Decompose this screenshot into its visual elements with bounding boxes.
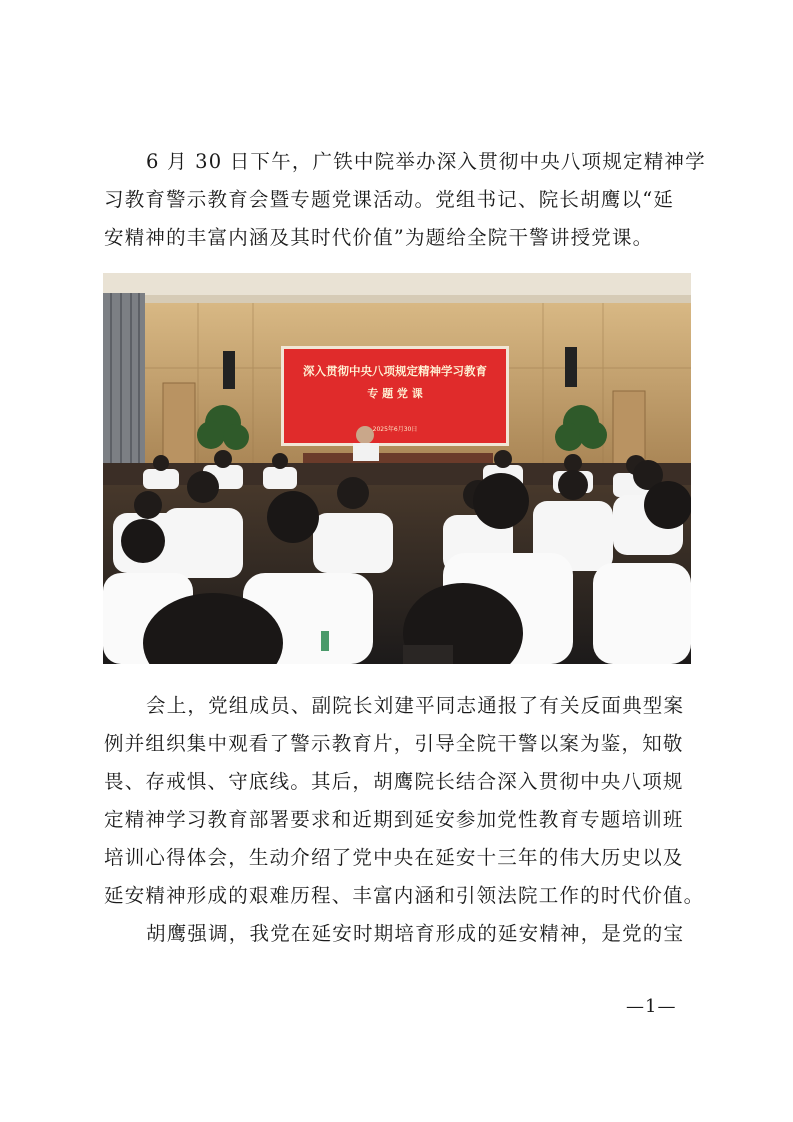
text-line: 6 月 30 日下午，广铁中院举办深入贯彻中央八项规定精神学 xyxy=(146,150,706,173)
text-line: 习教育警示教育会暨专题党课活动。党组书记、院长胡鹰以“延 xyxy=(104,188,675,211)
text-line: 例并组织集中观看了警示教育片，引导全院干警以案为鉴，知敬 xyxy=(104,732,684,755)
text-line: 会上，党组成员、副院长刘建平同志通报了有关反面典型案 xyxy=(146,694,685,717)
banner-date: 2025年6月30日 xyxy=(372,426,418,433)
paragraph-meeting xyxy=(104,687,705,915)
text-line: 畏、存戒惧、守底线。其后，胡鹰院长结合深入贯彻中央八项规 xyxy=(104,770,684,793)
text-line: 安精神的丰富内涵及其时代价值”为题给全院干警讲授党课。 xyxy=(104,226,654,249)
meeting-photo xyxy=(103,273,691,664)
text-line: 定精神学习教育部署要求和近期到延安参加党性教育专题培训班 xyxy=(104,808,684,831)
banner-subtitle: 专 题 党 课 xyxy=(367,387,423,400)
banner-title: 深入贯彻中央八项规定精神学习教育 xyxy=(303,364,487,378)
text-line: 胡鹰强调，我党在延安时期培育形成的延安精神，是党的宝 xyxy=(146,922,685,945)
paragraph-emphasis xyxy=(104,915,690,953)
text-line: 延安精神形成的艰难历程、丰富内涵和引领法院工作的时代价值。 xyxy=(104,884,705,907)
banner-screen xyxy=(281,346,509,446)
text-line: 培训心得体会，生动介绍了党中央在延安十三年的伟大历史以及 xyxy=(104,846,684,869)
paragraph-intro xyxy=(104,143,706,257)
page-number: —1— xyxy=(626,996,677,1017)
